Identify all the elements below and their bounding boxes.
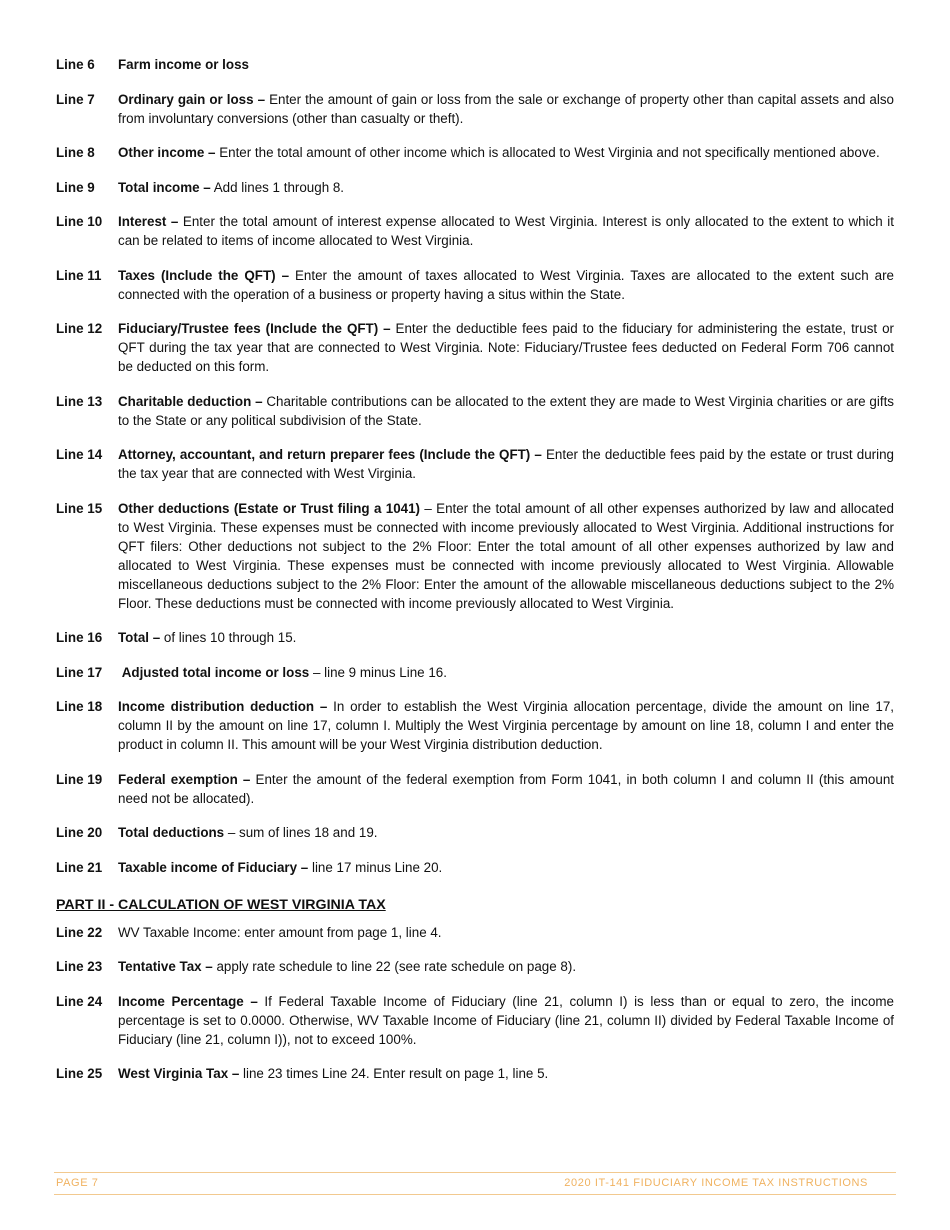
line-number: Line 6: [56, 57, 95, 72]
line-description: [118, 823, 894, 842]
line-description: [118, 957, 894, 976]
line-entry: [56, 499, 898, 613]
line-title: Income distribution deduction –: [118, 699, 328, 714]
line-body-text: – Enter the total amount of all other expenses authorized by law and allocated to West Virginia. These expenses must be connected with income previously allocated to West Virginia. Additional instructions for QFT filers: Other deductions not subject to the 2% Floor: Enter the total amount of all other expenses authorized by law and allocated to West Virginia. These expenses must be connected with income previously allocated to West Virginia. Allowable miscellaneous deductions subject to the 2% Floor: Enter the amount of the allowable miscellaneous deductions subject to the 2% Floor. These deductions must be connected with income previously allocated to West Virginia.: [118, 500, 898, 611]
line-title: Tentative Tax –: [118, 959, 213, 974]
line-title: Federal exemption –: [118, 771, 251, 787]
line-body-text: line 17 minus Line 20.: [308, 859, 443, 875]
line-title: Total –: [118, 630, 161, 645]
line-number: Line 24: [56, 993, 103, 1009]
part1-entries: [56, 55, 898, 877]
line-number: Line 22: [56, 924, 103, 940]
line-number: Line 15: [56, 500, 103, 516]
line-body-text: Enter the total amount of interest expense allocated to West Virginia. Interest is only allocated to the extent to which it can be related to items of income allocated to West Virginia.: [118, 214, 898, 248]
footer-page-number: PAGE 7: [56, 1177, 99, 1189]
line-title: Total income –: [118, 179, 211, 195]
line-title: Ordinary gain or loss –: [118, 91, 266, 107]
line-description: [118, 697, 898, 754]
line-number: Line 18: [56, 699, 103, 714]
line-entry: [56, 957, 894, 976]
line-number: Line 12: [56, 321, 103, 336]
line-title: Other income –: [118, 145, 216, 160]
line-body-text: Charitable contributions can be allocated to the extent they are made to West Virginia charities or are gifts to the State or any political subdivision of the State.: [118, 393, 898, 428]
line-description: [118, 143, 894, 162]
line-number: Line 14: [56, 447, 103, 462]
instructions-content: [56, 55, 898, 1099]
line-entry: [56, 178, 894, 197]
line-description: [118, 266, 898, 304]
line-description: [118, 628, 894, 647]
line-number: Line 23: [56, 959, 103, 974]
line-number: Line 7: [56, 91, 95, 107]
line-number: Line 9: [56, 179, 95, 195]
line-entry: [56, 212, 898, 250]
line-title: Taxes (Include the QFT) –: [118, 267, 290, 283]
line-body-text: Enter the deductible fees paid to the fiduciary for administering the estate, trust or QFT during the tax year that are connected to West Virginia. Note: Fiduciary/Trustee fees deducted on Federal Form 706 cannot be deducted on this form.: [118, 321, 898, 374]
line-body-text: Enter the amount of taxes allocated to West Virginia. Taxes are allocated to the extent such are connected with the operation of a business or property having a situs within the State.: [118, 267, 898, 302]
line-entry: [56, 392, 898, 430]
line-body-text: apply rate schedule to line 22 (see rate schedule on page 8).: [212, 959, 577, 974]
line-title: Adjusted total income or loss: [118, 664, 310, 680]
line-description: [118, 55, 894, 74]
line-title: Interest –: [118, 214, 179, 229]
line-title: Income Percentage –: [118, 993, 258, 1009]
line-description: [118, 1064, 894, 1083]
line-number: Line 19: [56, 771, 103, 787]
line-description: [118, 319, 898, 376]
line-body-text: – sum of lines 18 and 19.: [224, 825, 378, 840]
line-number: Line 25: [56, 1066, 103, 1081]
line-description: [118, 499, 898, 613]
line-body-text: Enter the total amount of other income which is allocated to West Virginia and not specifically mentioned above.: [215, 145, 880, 160]
line-description: [118, 392, 898, 430]
line-body-text: line 23 times Line 24. Enter result on page 1, line 5.: [239, 1066, 549, 1081]
line-entry: [56, 143, 894, 162]
line-number: Line 10: [56, 214, 103, 229]
line-body-text: WV Taxable Income: enter amount from page 1, line 4.: [118, 924, 442, 940]
page-footer: [54, 1172, 896, 1195]
line-title: Taxable income of Fiduciary –: [118, 859, 309, 875]
line-entry: [56, 1064, 894, 1083]
line-entry: [56, 445, 898, 483]
line-title: Charitable deduction –: [118, 393, 263, 409]
line-number: Line 13: [56, 393, 103, 409]
line-description: [118, 858, 894, 877]
footer-document-title: 2020 IT-141 FIDUCIARY INCOME TAX INSTRUCTIONS: [564, 1177, 868, 1189]
line-title: West Virginia Tax –: [118, 1066, 240, 1081]
line-entry: [56, 697, 898, 754]
line-description: [118, 770, 898, 808]
line-entry: [56, 770, 898, 808]
line-entry: [56, 266, 898, 304]
line-title: Attorney, accountant, and return preparer fees (Include the QFT) –: [118, 447, 542, 462]
line-description: [118, 90, 898, 128]
line-entry: [56, 663, 894, 682]
line-title: Other deductions (Estate or Trust filing a 1041): [118, 500, 420, 516]
line-number: Line 21: [56, 859, 103, 875]
line-title: Farm income or loss: [118, 57, 249, 72]
line-entry: [56, 628, 894, 647]
line-description: [118, 212, 898, 250]
line-description: [118, 445, 898, 483]
line-description: [118, 992, 898, 1049]
line-body-text: Enter the amount of gain or loss from the sale or exchange of property other than capital assets and also from involuntary conversions (other than casualty or theft).: [118, 91, 898, 126]
line-body-text: Enter the amount of the federal exemption from Form 1041, in both column I and column II (this amount need not be allocated).: [118, 771, 898, 806]
line-entry: [56, 55, 894, 74]
line-body-text: Add lines 1 through 8.: [210, 179, 345, 195]
line-title: Fiduciary/Trustee fees (Include the QFT) –: [118, 321, 391, 336]
line-body-text: If Federal Taxable Income of Fiduciary (line 21, column I) is less than or equal to zero, the income percentage is set to 0.0000. Otherwise, WV Taxable Income of Fiduciary (line 21, column II) divided by Federal Taxable Income of Fiduciary (line 21, column I)), not to exceed 100%.: [118, 993, 898, 1047]
line-number: Line 11: [56, 267, 102, 283]
line-number: Line 17: [56, 664, 103, 680]
line-entry: [56, 823, 894, 842]
line-entry: [56, 90, 898, 128]
line-entry: [56, 858, 894, 877]
line-description: [118, 923, 894, 942]
section-title-part2: PART II - CALCULATION OF WEST VIRGINIA TAX: [56, 896, 386, 913]
line-number: Line 20: [56, 825, 103, 840]
part2-entries: [56, 923, 898, 1084]
line-body-text: – line 9 minus Line 16.: [309, 664, 447, 680]
line-number: Line 8: [56, 145, 95, 160]
line-body-text: of lines 10 through 15.: [160, 630, 297, 645]
line-title: Total deductions: [118, 825, 225, 840]
line-description: [118, 663, 894, 682]
line-entry: [56, 319, 898, 376]
line-entry: [56, 992, 898, 1049]
line-number: Line 16: [56, 630, 103, 645]
line-entry: [56, 923, 894, 942]
line-body-text: In order to establish the West Virginia allocation percentage, divide the amount on line 17, column II by the amount on line 17, column I. Multiply the West Virginia percentage by amount on line 18, column I and enter the product in column II. This amount will be your West Virginia distribution deduction.: [118, 699, 898, 752]
line-description: [118, 178, 894, 197]
line-body-text: Enter the deductible fees paid by the estate or trust during the tax year that are connected with West Virginia.: [118, 447, 898, 481]
